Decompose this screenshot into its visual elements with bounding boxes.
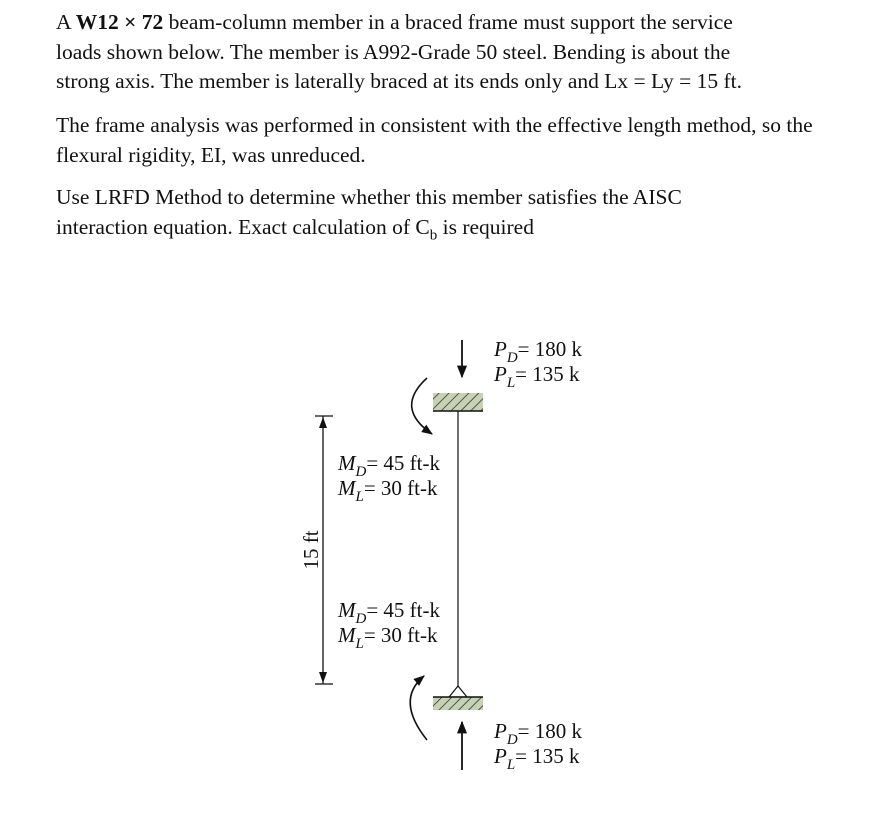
bottom-moment-arrow bbox=[410, 676, 427, 740]
length-label: 15 ft bbox=[299, 530, 323, 570]
p1-line-1: beam-column member in a braced frame must support the service bbox=[163, 10, 733, 34]
bottom-pin-support bbox=[433, 686, 483, 710]
top-dead-load-label: $P_D= 180$ k bbox=[494, 337, 583, 366]
p3-line-1: Use LRFD Method to determine whether this member satisfies the AISC bbox=[56, 185, 682, 209]
p1-prefix: A bbox=[56, 10, 76, 34]
bottom-dead-moment-label: $M_D= 45$ ft-k bbox=[338, 598, 441, 627]
section-designation: W12 × 72 bbox=[75, 10, 164, 34]
cb-subscript: b bbox=[429, 226, 438, 243]
top-support bbox=[433, 393, 483, 411]
top-live-moment-label: $M_L= 30$ ft-k bbox=[338, 476, 438, 505]
problem-paragraph-2: The frame analysis was performed in consistent with the effective length method, so the flexural rigidity, EI, was unreduced. bbox=[56, 113, 813, 167]
p1-line-3: strong axis. The member is laterally braced at its ends only and Lx = Ly = 15 ft. bbox=[56, 69, 743, 93]
p3-line-2: interaction equation. Exact calculation of C bbox=[56, 214, 430, 239]
top-dead-moment-label: $M_D= 45$ ft-k bbox=[338, 451, 441, 480]
p1-line-2: loads shown below. The member is A992-Grade 50 steel. Bending is about the bbox=[56, 39, 731, 64]
bottom-dead-load-label: $P_D= 180$ k bbox=[494, 719, 583, 748]
bottom-live-moment-label: $M_L= 30$ ft-k bbox=[338, 623, 438, 652]
bottom-live-load-label: $P_L= 135$ k bbox=[494, 744, 580, 773]
p3-line-2-end: is required bbox=[437, 214, 534, 239]
top-moment-arrow bbox=[412, 378, 432, 434]
top-live-load-label: $P_L= 135$ k bbox=[494, 362, 580, 391]
